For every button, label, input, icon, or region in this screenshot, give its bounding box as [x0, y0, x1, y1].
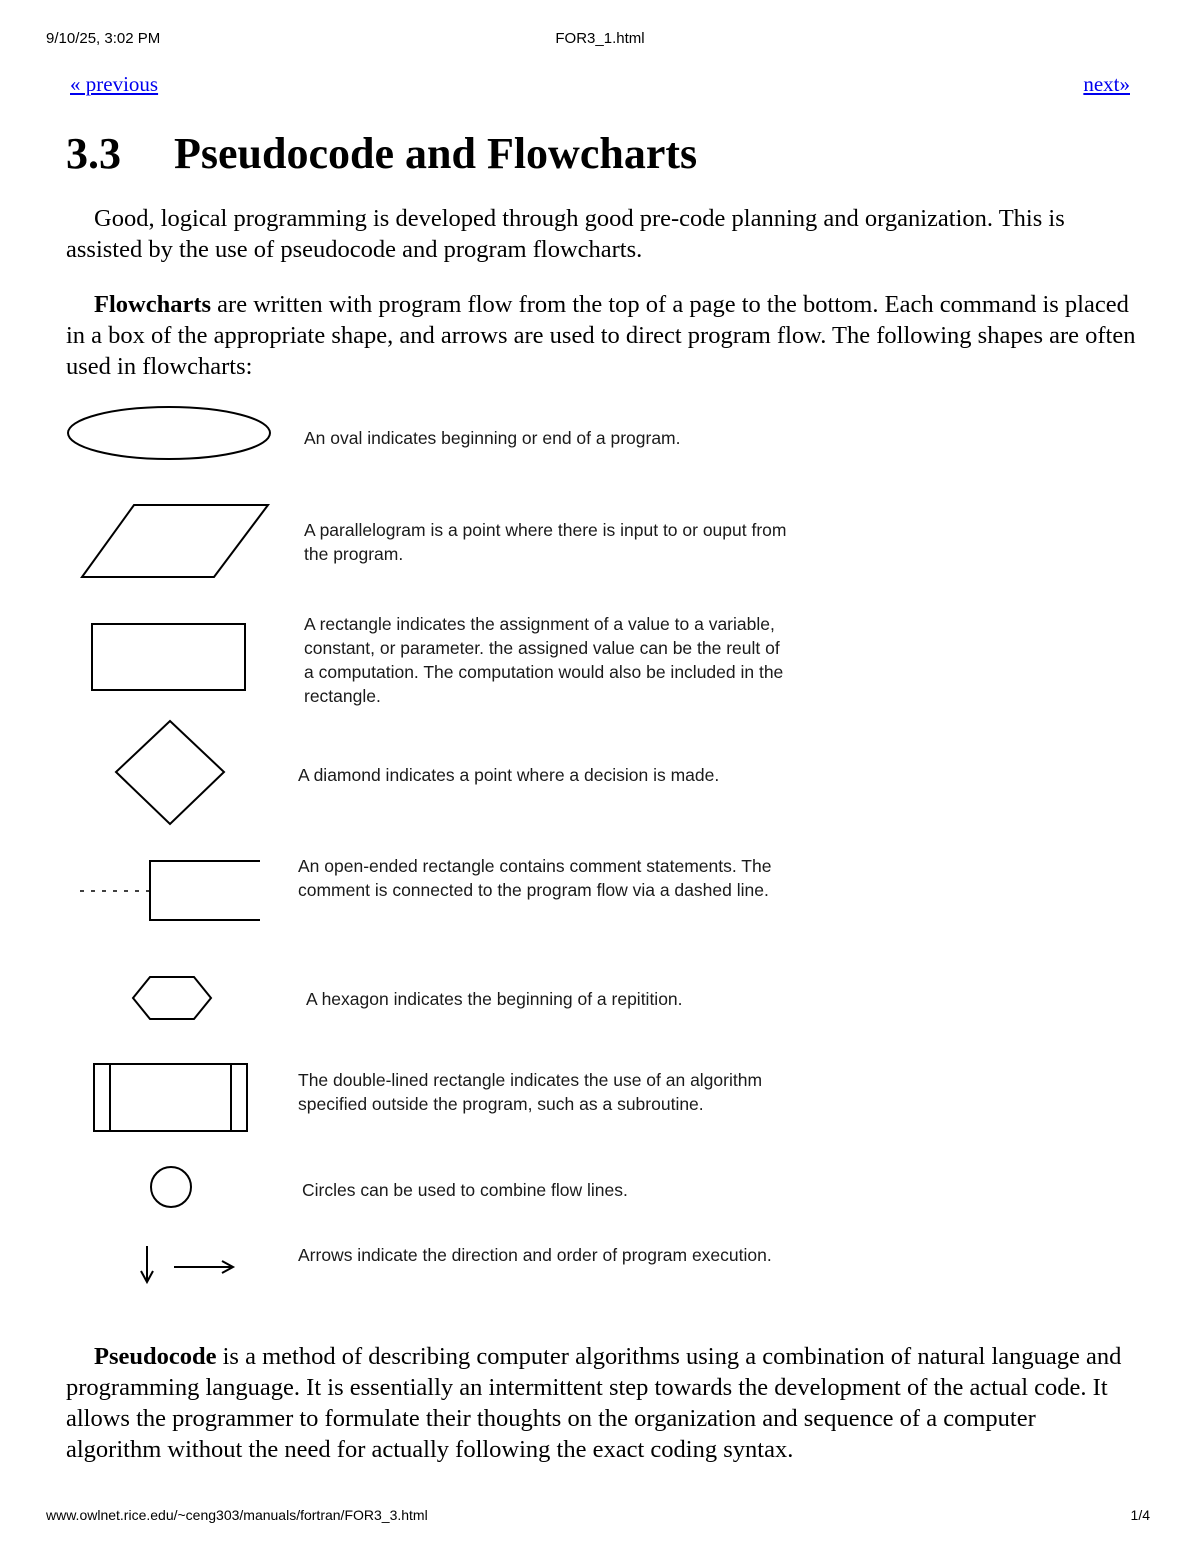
hexagon-description: A hexagon indicates the beginning of a repitition.	[306, 989, 683, 1009]
arrows-description: Arrows indicate the direction and order of program execution.	[298, 1245, 772, 1265]
print-footer-url: www.owlnet.rice.edu/~ceng303/manuals/fortran/FOR3_3.html	[46, 1507, 428, 1523]
rectangle-description: A rectangle indicates the assignment of a value to a variable, constant, or parameter. the assigned value can be the reult of a computation. The computation would also be included in the rectangle.	[304, 614, 784, 706]
circle-description: Circles can be used to combine flow lines.	[302, 1180, 628, 1200]
oval-description: An oval indicates beginning or end of a program.	[304, 428, 681, 448]
double-lined-rectangle-description: The double-lined rectangle indicates the use of an algorithm specified outside the program, such as a subroutine.	[298, 1070, 763, 1114]
print-header-datetime: 9/10/25, 3:02 PM	[46, 30, 161, 47]
open-rectangle-description: An open-ended rectangle contains comment statements. The comment is connected to the program flow via a dashed line.	[298, 856, 772, 900]
pseudocode-term: Pseudocode	[94, 1343, 217, 1370]
intro-paragraph: Good, logical programming is developed through good pre-code planning and organization. This is assisted by the use of pseudocode and program flowcharts.	[66, 205, 1065, 263]
flowcharts-paragraph	[66, 289, 1136, 382]
section-number: 3.3	[66, 129, 121, 178]
flowcharts-term: Flowcharts	[94, 291, 212, 318]
parallelogram-description: A parallelogram is a point where there is input to or ouput from the program.	[304, 520, 787, 564]
print-header-title: FOR3_1.html	[555, 30, 645, 47]
parallelogram-icon	[74, 498, 278, 584]
flowcharts-text: are written with program flow from the top of a page to the bottom. Each command is placed in a box of the appropriate shape, and arrows are used to direct program flow. The following shapes are often used in flowcharts:	[66, 291, 1136, 380]
print-footer-page: 1/4	[1130, 1507, 1150, 1523]
rectangle-icon	[86, 618, 252, 698]
arrows-icon	[132, 1240, 242, 1290]
previous-link[interactable]: « previous	[70, 72, 159, 96]
next-link[interactable]: next»	[1083, 72, 1130, 96]
diamond-description: A diamond indicates a point where a decision is made.	[298, 765, 720, 785]
section-title: Pseudocode and Flowcharts	[174, 129, 698, 178]
pseudocode-paragraph	[66, 1341, 1136, 1465]
pseudocode-text: is a method of describing computer algorithms using a combination of natural language and programming language. It is essentially an intermittent step towards the development of the actual code. It allows the programmer to formulate their thoughts on the organization and sequence of a computer algorithm without the need for actually following the exact coding syntax.	[66, 1343, 1122, 1463]
oval-icon	[60, 400, 280, 470]
page-title	[66, 128, 697, 180]
open-rectangle-icon	[74, 854, 270, 928]
hexagon-icon	[128, 972, 218, 1026]
double-lined-rectangle-icon	[88, 1058, 254, 1138]
diamond-icon	[110, 716, 232, 830]
circle-icon	[144, 1160, 200, 1216]
